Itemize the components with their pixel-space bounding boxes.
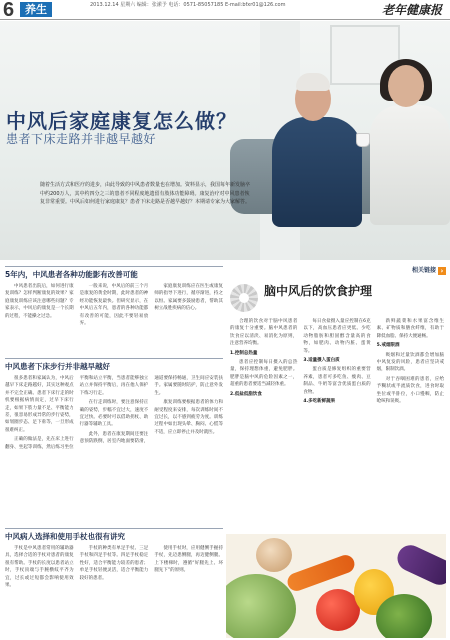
paragraph: 新鲜蔬菜和水果富含维生素、矿物质和膳食纤维，有助于降低血脂、保持大便通畅。 (376, 319, 444, 339)
paragraph: 患者应控制每日摄入的总热量，保持理想体重，避免肥胖。肥胖是脑中风的危险因素之一，超重的患者要适当减轻体重。 (230, 360, 298, 388)
paragraph: 很多患者和家属认为，中风后越早下床走路越好，其实这种观点并不完全正确。患者下床行走的时机要根据病情而定，过早下床行走，如果下肢力量不足、平衡能力差，很容易形成异常的步行姿势，如划圈步态、足下垂等，一旦形成很难纠正。 (5, 376, 74, 433)
paragraph: 对于吞咽困难的患者，应给予糊状或半流质饮食，进食时取坐位或半卧位，小口慢咽，防止呛咳和误吸。 (376, 376, 444, 405)
paragraph: 使用手杖时，应用健侧手握持手杖，先迈患侧腿，再迈健侧腿。上下楼梯时，遵循“好腿先上、坏腿先下”的原则。 (154, 546, 223, 574)
section-heading: 中风患者下床步行并非越早越好 (5, 358, 223, 372)
elderly-man-figure (272, 117, 362, 227)
paragraph: 正确的做法是，先在床上进行翻身、坐起等训练，然后练习坐位平衡和站立平衡，当患者能够独立站立并保持平衡后，再在他人保护下练习行走。 (5, 376, 149, 450)
cabbage (226, 574, 296, 638)
elderly-man-hair (296, 73, 330, 91)
section-heading: 中风病人选择和使用手杖也很有讲究 (5, 528, 223, 542)
sidebar-text (230, 318, 444, 528)
subheading: 2.低盐低脂饮食 (230, 391, 262, 397)
sidebar-headline: 脑中风后的饮食护理 (264, 284, 373, 298)
broccoli (376, 594, 432, 638)
section-heading: 5年内，中风患者各种功能影有改善可能 (5, 266, 223, 280)
eggplant (393, 541, 446, 589)
section-recovery (5, 266, 223, 354)
paragraph: 一般来说，中风后的前三个月是康复的黄金时期，此时患者的神经功能恢复最快。但研究显示，在中风后五年内，患者的各种功能都有改善的可能，因此不要轻易放弃。 (79, 284, 149, 327)
paragraph: 手杖是中风患者常用的辅助器具，选择合适的手杖对患者的康复很有帮助。手杖的长度以患者站立时，手杖顶端与手腕横纹平齐为宜，过长或过短都会影响使用效果。 (5, 546, 74, 589)
section-cane (5, 528, 223, 634)
section-badge: 养生 (20, 2, 52, 17)
paragraph: 蛋白质是修复组织的重要营养素，患者可多吃鱼、瘦肉、豆制品、牛奶等富含优质蛋白质的食物。 (303, 367, 371, 395)
newspaper-name: 老年健康报 (381, 3, 442, 17)
section-text (5, 283, 223, 354)
paragraph: 在行走训练时，要注意保持正确的姿势，步幅不宜过大，速度不宜过快。必要时可以借助拐杖、助行器等辅助工具。 (79, 400, 149, 428)
arrow-icon: › (438, 267, 446, 275)
page-masthead (0, 0, 450, 20)
subheading: 5.戒烟限酒 (376, 343, 400, 349)
cup-icon (356, 133, 370, 147)
paragraph: 合理的饮食对于脑中风患者的康复十分重要。脑中风患者的饮食应以清淡、易消化为原则，注意营养均衡。 (230, 319, 298, 347)
vegetables-photo (226, 534, 446, 638)
paragraph: 康复训练要根据患者的体力和耐受程度来安排，每次训练时间不宜过长，以不感到疲劳为度。训练过程中如出现头晕、胸闷、心慌等不适，应立即停止并及时就医。 (154, 400, 223, 435)
section-text (5, 375, 223, 524)
section-walking (5, 358, 223, 524)
paragraph: 中风患者出院后，如何进行康复训练？怎样判断康复的效果？家庭康复训练应该注意哪些问题？专家表示，中风后的康复是一个长期的过程，不能操之过急。 (5, 284, 74, 319)
page-number: 6 (3, 0, 15, 21)
carrot (285, 553, 357, 594)
sidebar-article (226, 266, 446, 638)
paragraph: 家庭康复训练应在医生或康复师的指导下进行，循序渐进，持之以恒。家属要多鼓励患者，帮助其树立战胜疾病的信心。 (154, 284, 223, 312)
subheading: 4.多吃新鲜蔬果 (303, 399, 336, 405)
main-article (5, 266, 223, 636)
article-headline: 中风后家庭康复怎么做？ (6, 109, 237, 133)
section-text (5, 545, 223, 634)
onion (256, 538, 292, 572)
article-subheadline: 患者下床走路并非越早越好 (6, 132, 157, 146)
subheading: 1.控制总热量 (230, 350, 258, 356)
article-lead: 随着生活方式和医疗的进步，由此导致的中风患者数量也在增加。资料显示，我国每年新发脑卒中约200万人，其中约四分之三的患者不同程度地遗留有肢体功能障碍。康复治疗对中风患者恢复非常重要。中风后如何进行家庭康复？患者下床走路是否越早越好？本期请专家为大家解答。 (40, 182, 251, 205)
related-link-label: 相关链接 (411, 267, 436, 274)
paragraph: 此外，患者在康复期间还要注意预防跌倒，居室内地面要防滑，通道要保持畅通，卫生间应安装扶手。家属要随时陪护，防止意外发生。 (79, 376, 223, 445)
subheading: 3.适量摄入蛋白质 (303, 358, 340, 364)
issue-info: 2013.12.14 星期六 编辑：张潆予 电话：0571-85057185 E-mail:bfxr01@126.com (90, 2, 286, 8)
hero-photo (0, 21, 450, 260)
gear-decoration-icon (230, 284, 258, 312)
paragraph: 每日食盐摄入量应控制在6克以下，高血压患者应更低。少吃动物脂肪和胆固醇含量高的食物，如肥肉、动物内脏、蛋黄等。 (303, 319, 371, 354)
caregiver-head (388, 65, 424, 107)
paragraph: 手杖的种类有单足手杖、三足手杖和四足手杖等。四足手杖稳定性好，适合平衡能力较差的患者；单足手杖轻便灵活，适合平衡能力较好的患者。 (79, 546, 149, 581)
paragraph: 吸烟和过量饮酒都会增加脑中风复发的风险，患者应坚决戒烟，限制饮酒。 (376, 352, 444, 373)
caregiver-figure (370, 105, 450, 225)
